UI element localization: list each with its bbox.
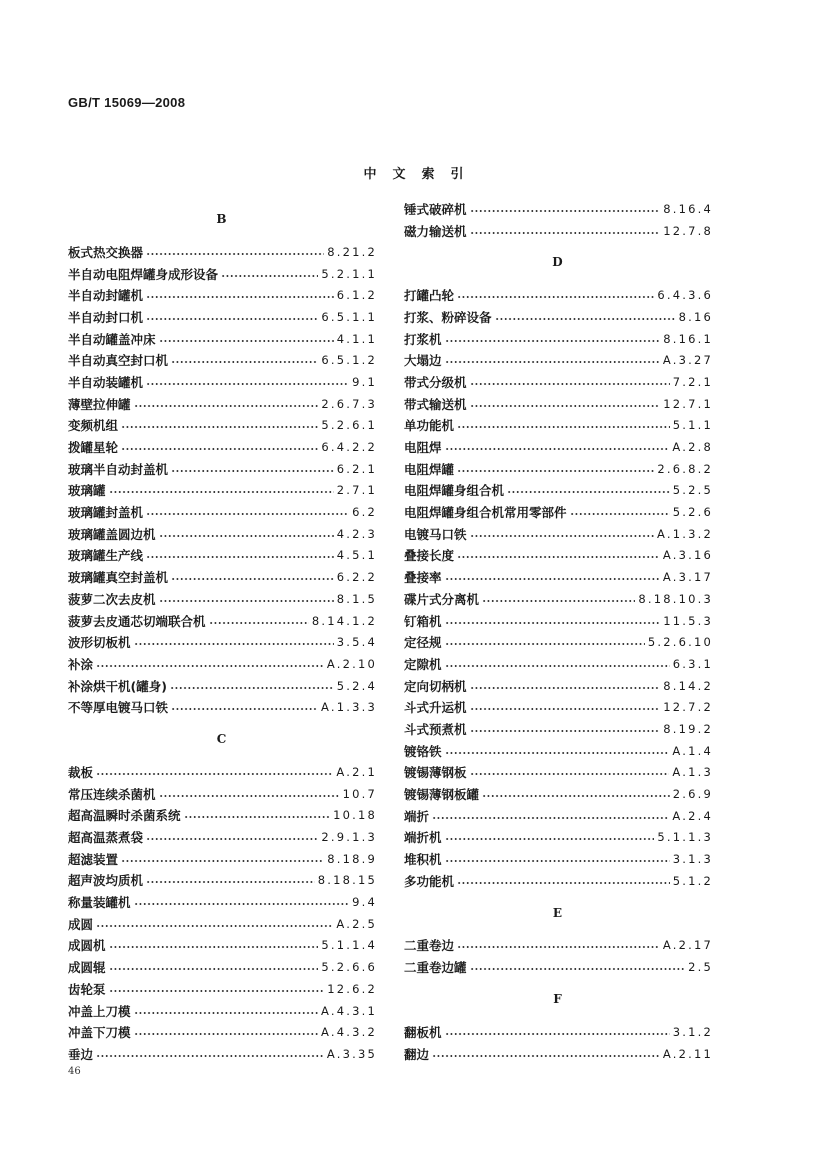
index-entry [68,501,375,523]
clause-reference: 6.5.1.2 [321,353,377,368]
index-entry [68,761,375,783]
dot-leader [96,1055,324,1057]
clause-reference: 7.2.1 [672,374,713,389]
clause-reference: 5.2.6.10 [647,635,713,650]
clause-reference: 10.7 [342,786,377,801]
index-term: 薄壁拉伸罐 [68,396,131,412]
dot-leader [159,600,334,602]
index-term: 称量装罐机 [68,895,131,911]
index-term: 打浆机 [404,331,442,347]
index-entry [404,1021,711,1043]
dot-leader [445,665,670,667]
index-entry [68,631,375,653]
index-entry [68,826,375,848]
index-entry [404,740,711,762]
index-entry [68,284,375,306]
clause-reference: A.1.3.2 [657,526,713,541]
dot-leader [146,383,349,385]
index-term: 定向切柄机 [404,678,467,694]
clause-reference: 9.1 [352,374,377,389]
index-entry [68,1021,375,1043]
dot-leader [134,1012,319,1014]
index-entry [68,415,375,437]
clause-reference: 6.4.3.6 [657,288,713,303]
index-term: 成圆辊 [68,960,106,976]
dot-leader [159,340,334,342]
dot-leader [445,752,670,754]
clause-reference: 8.18.9 [327,851,377,866]
index-term: 叠接率 [404,570,442,586]
dot-leader [570,513,670,515]
dot-leader [470,535,655,537]
dot-leader [507,491,670,493]
index-term: 板式热交换器 [68,244,144,260]
clause-reference: 2.6.8.2 [657,461,713,476]
dot-leader [470,968,686,970]
dot-leader [134,1033,319,1035]
index-term: 垂边 [68,1046,94,1062]
index-entry [68,848,375,870]
index-term: 定隙机 [404,656,442,672]
index-entry [68,891,375,913]
clause-reference: A.3.17 [662,570,713,585]
dot-leader [445,838,655,840]
index-entry [68,696,375,718]
index-entry [404,523,711,545]
dot-leader [470,773,670,775]
dot-leader [432,1055,660,1057]
index-term: 玻璃罐盖圆边机 [68,526,156,542]
index-term: 电阻焊罐身组合机常用零部件 [404,505,567,521]
index-term: 超声波均质机 [68,873,144,889]
clause-reference: 5.1.2 [672,873,713,888]
dot-leader [445,622,661,624]
dot-leader [121,860,324,862]
left-index-column [68,198,375,1065]
clause-reference: 8.16.1 [663,331,713,346]
clause-reference: 8.16.4 [663,201,713,216]
dot-leader [146,881,315,883]
index-term: 钉箱机 [404,613,442,629]
dot-leader [445,340,661,342]
clause-reference: 8.18.10.3 [638,591,713,606]
section-letter-b: B [216,212,227,226]
index-entry [68,263,375,285]
clause-reference: 4.2.3 [336,526,377,541]
index-entry [68,870,375,892]
index-term: 定径规 [404,635,442,651]
dot-leader [109,946,319,948]
index-entry [404,306,711,328]
index-entry [68,480,375,502]
clause-reference: 2.6.7.3 [321,396,377,411]
index-term: 单功能机 [404,418,455,434]
section-letter-d: D [552,255,563,270]
dot-leader [184,816,331,818]
index-entry [68,371,375,393]
clause-reference: 5.2.4 [336,678,377,693]
dot-leader [146,556,334,558]
dot-leader [146,318,318,320]
index-term: 超高温蒸煮袋 [68,830,144,846]
index-term: 带式输送机 [404,396,467,412]
clause-reference: 3.1.3 [672,852,713,867]
section-letter-c: C [216,732,227,747]
index-entry [404,371,711,393]
dot-leader [482,600,635,602]
index-term: 电镀马口铁 [404,526,467,542]
index-term: 端折机 [404,830,442,846]
index-entry [68,956,375,978]
clause-reference: 3.1.2 [672,1024,713,1039]
index-entry [68,1043,375,1065]
clause-reference: 5.1.1 [672,418,713,433]
index-term: 二重卷边 [404,938,455,954]
index-entry [68,349,375,371]
clause-reference: 2.9.1.3 [321,830,377,845]
clause-reference: 12.7.2 [663,700,713,715]
index-term: 大塌边 [404,353,442,369]
dot-leader [121,426,318,428]
clause-reference: A.2.17 [662,938,713,953]
index-entry [404,956,711,978]
clause-reference: 5.1.1.4 [321,938,377,953]
index-term: 斗式预煮机 [404,721,467,737]
clause-reference: 3.5.4 [336,635,377,650]
clause-reference: 8.16 [678,309,713,324]
clause-reference: 12.7.8 [663,223,713,238]
dot-leader [445,361,660,363]
clause-reference: 6.1.2 [336,288,377,303]
index-entry [404,631,711,653]
section-letter-f: F [553,992,562,1006]
dot-leader [445,643,645,645]
right-index-column [404,198,711,1064]
dot-leader [121,448,318,450]
dot-leader [146,296,334,298]
dot-leader [171,361,318,363]
clause-reference: A.4.3.1 [321,1003,377,1018]
dot-leader [495,318,676,320]
index-term: 拨罐星轮 [68,440,119,456]
index-term: 碟片式分离机 [404,591,480,607]
index-entry [68,393,375,415]
dot-leader [109,491,334,493]
index-term: 菠萝二次去皮机 [68,591,156,607]
index-term: 裁板 [68,764,94,780]
index-entry [68,241,375,263]
index-term: 冲盖下刀模 [68,1025,131,1041]
clause-reference: A.4.3.2 [321,1025,377,1040]
dot-leader [146,838,318,840]
clause-reference: 8.14.2 [663,678,713,693]
index-entry [404,610,711,632]
index-term: 半自动封罐机 [68,288,144,304]
index-term: 成圆机 [68,938,106,954]
index-term: 超滤装置 [68,851,119,867]
dot-leader [470,210,661,212]
index-term: 超高温瞬时杀菌系统 [68,808,181,824]
index-entry [404,848,711,870]
index-entry [404,284,711,306]
dot-leader [171,470,334,472]
page-number: 46 [68,1066,81,1077]
index-term: 半自动真空封口机 [68,353,169,369]
index-term: 电阻焊罐 [404,461,455,477]
clause-reference: 10.18 [333,808,377,823]
dot-leader [96,925,333,927]
dot-leader [170,687,334,689]
index-entry [404,675,711,697]
index-entry [404,458,711,480]
index-term: 斗式升运机 [404,700,467,716]
clause-reference: 6.4.2.2 [321,440,377,455]
clause-reference: 6.2 [352,505,377,520]
index-term: 多功能机 [404,873,455,889]
dot-leader [96,773,333,775]
index-term: 半自动电阻焊罐身成形设备 [68,266,219,282]
index-entry [68,610,375,632]
dot-leader [457,946,660,948]
clause-reference: A.2.5 [336,916,377,931]
index-entry [404,349,711,371]
clause-reference: A.1.3 [672,765,713,780]
index-entry [404,762,711,784]
index-entry [404,220,711,242]
index-entry [404,1043,711,1065]
index-entry [404,480,711,502]
clause-reference: 6.5.1.1 [321,309,377,324]
index-entry [404,415,711,437]
index-term: 波形切板机 [68,635,131,651]
clause-reference: 2.5 [688,960,713,975]
index-term: 打罐凸轮 [404,288,455,304]
index-entry [68,783,375,805]
dot-leader [457,556,660,558]
dot-leader [470,405,661,407]
index-entry [404,783,711,805]
index-term: 镀锡薄钢板 [404,765,467,781]
dot-leader [134,903,350,905]
clause-reference: 8.1.5 [336,591,377,606]
index-term: 成圆 [68,916,94,932]
clause-reference: 8.21.2 [327,244,377,259]
clause-reference: 2.6.9 [672,787,713,802]
index-term: 玻璃罐封盖机 [68,505,144,521]
index-term: 补涂烘干机(罐身) [68,678,167,694]
dot-leader [159,795,340,797]
index-term: 锤式破碎机 [404,201,467,217]
clause-reference: A.2.11 [662,1046,713,1061]
index-entry [68,935,375,957]
index-entry [68,328,375,350]
index-entry [404,805,711,827]
index-term: 打浆、粉碎设备 [404,309,492,325]
index-entry [404,198,711,220]
index-title: 中文索引 [363,167,480,182]
clause-reference: 6.2.2 [336,570,377,585]
dot-leader [470,383,670,385]
dot-leader [171,708,318,710]
dot-leader [221,275,318,277]
dot-leader [432,817,669,819]
dot-leader [134,405,319,407]
clause-reference: A.2.8 [672,440,713,455]
dot-leader [209,622,309,624]
dot-leader [445,448,670,450]
index-term: 叠接长度 [404,548,455,564]
index-term: 翻边 [404,1046,430,1062]
dot-leader [457,882,670,884]
clause-reference: A.3.35 [326,1046,377,1061]
index-entry [404,827,711,849]
index-term: 半自动装罐机 [68,374,144,390]
index-entry [404,870,711,892]
index-entry [404,393,711,415]
dot-leader [445,578,660,580]
index-term: 磁力输送机 [404,223,467,239]
index-term: 不等厚电镀马口铁 [68,700,169,716]
index-entry [68,1000,375,1022]
dot-leader [457,296,654,298]
index-term: 齿轮泵 [68,981,106,997]
clause-reference: 5.2.6.6 [321,960,377,975]
index-term: 常压连续杀菌机 [68,786,156,802]
clause-reference: 4.5.1 [336,548,377,563]
index-entry [68,978,375,1000]
clause-reference: 5.2.6 [672,505,713,520]
index-term: 半自动罐盖冲床 [68,331,156,347]
dot-leader [457,470,654,472]
index-term: 半自动封口机 [68,309,144,325]
dot-leader [482,795,670,797]
index-entry [68,458,375,480]
index-term: 冲盖上刀模 [68,1003,131,1019]
index-entry [404,696,711,718]
index-term: 镀锡薄钢板罐 [404,787,480,803]
index-entry [404,545,711,567]
index-entry [404,718,711,740]
index-term: 玻璃半自动封盖机 [68,461,169,477]
dot-leader [134,643,334,645]
dot-leader [457,426,670,428]
clause-reference: 5.2.5 [672,483,713,498]
index-term: 端折 [404,808,430,824]
index-entry [404,501,711,523]
dot-leader [109,990,325,992]
clause-reference: 9.4 [352,895,377,910]
index-term: 玻璃罐真空封盖机 [68,570,169,586]
document-code: GB/T 15069—2008 [68,95,186,110]
index-entry [68,653,375,675]
clause-reference: A.1.3.3 [321,700,377,715]
clause-reference: A.2.1 [336,764,377,779]
index-entry [68,588,375,610]
clause-reference: 8.14.1.2 [311,613,377,628]
clause-reference: 5.1.1.3 [657,830,713,845]
clause-reference: A.3.27 [662,353,713,368]
index-entry [68,675,375,697]
index-entry [68,805,375,827]
index-term: 堆积机 [404,852,442,868]
dot-leader [445,1033,670,1035]
index-term: 玻璃罐 [68,483,106,499]
clause-reference: A.2.10 [326,656,377,671]
dot-leader [470,730,661,732]
dot-leader [171,578,334,580]
index-term: 菠萝去皮通芯切端联合机 [68,613,206,629]
index-entry [68,566,375,588]
clause-reference: 4.1.1 [336,331,377,346]
dot-leader [96,665,324,667]
index-entry [68,523,375,545]
index-entry [68,436,375,458]
index-entry [404,566,711,588]
index-term: 电阻焊 [404,440,442,456]
dot-leader [159,535,334,537]
index-term: 带式分级机 [404,374,467,390]
section-letter-e: E [552,905,563,920]
dot-leader [470,232,661,234]
index-entry [68,913,375,935]
clause-reference: 6.3.1 [672,656,713,671]
dot-leader [109,968,319,970]
index-entry [68,545,375,567]
index-entry [404,588,711,610]
index-term: 补涂 [68,656,94,672]
index-entry [404,436,711,458]
index-term: 变频机组 [68,418,119,434]
dot-leader [445,860,670,862]
clause-reference: 5.2.6.1 [321,418,377,433]
clause-reference: 6.2.1 [336,461,377,476]
clause-reference: 5.2.1.1 [321,266,377,281]
index-term: 镀铬铁 [404,743,442,759]
index-term: 电阻焊罐身组合机 [404,483,505,499]
clause-reference: 2.7.1 [336,483,377,498]
index-entry [404,653,711,675]
index-entry [404,935,711,957]
clause-reference: A.1.4 [672,743,713,758]
clause-reference: A.2.4 [672,808,713,823]
index-term: 翻板机 [404,1024,442,1040]
dot-leader [146,253,324,255]
clause-reference: A.3.16 [662,548,713,563]
index-entry [68,306,375,328]
dot-leader [146,513,349,515]
clause-reference: 8.18.15 [317,873,377,888]
clause-reference: 12.7.1 [663,396,713,411]
dot-leader [470,708,661,710]
dot-leader [470,687,661,689]
clause-reference: 8.19.2 [663,721,713,736]
index-term: 玻璃罐生产线 [68,548,144,564]
clause-reference: 11.5.3 [663,613,713,628]
index-term: 二重卷边罐 [404,960,467,976]
clause-reference: 12.6.2 [327,981,377,996]
index-entry [404,328,711,350]
